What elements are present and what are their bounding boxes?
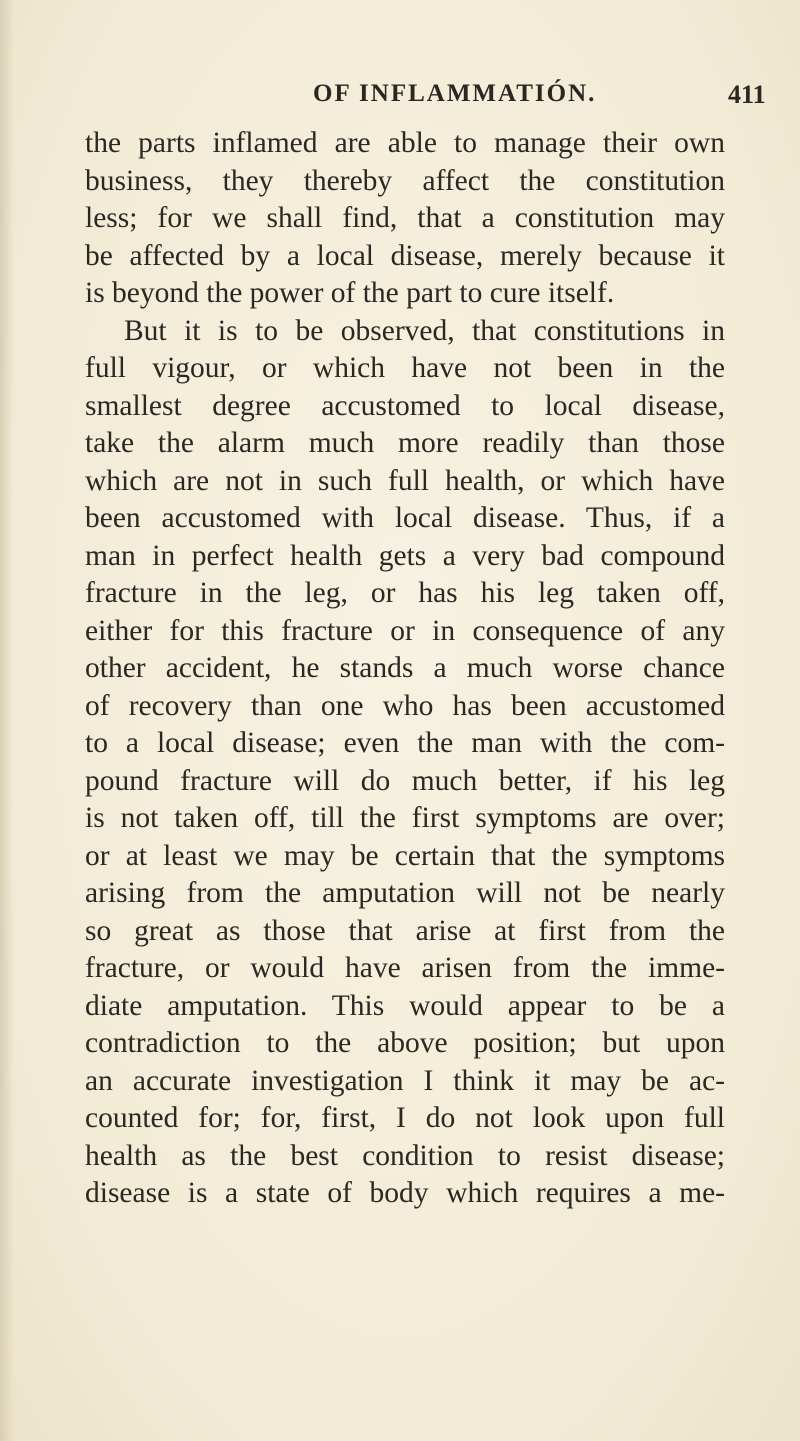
- page-header: [0, 80, 800, 120]
- text-line: But it is to be observed, that constitutions in: [124, 314, 725, 347]
- page-gutter-shadow: [0, 0, 14, 1441]
- text-line: so great as those that arise at first from the: [85, 914, 725, 947]
- text-line: arising from the amputation will not be nearly: [85, 877, 725, 909]
- text-line: disease is a state of body which requires a me-: [85, 1177, 725, 1209]
- text-line: contradiction to the above position; but upon: [85, 1027, 725, 1059]
- text-line: pound fracture will do much better, if his leg: [85, 764, 725, 797]
- text-line: smallest degree accustomed to local disease,: [85, 389, 725, 422]
- text-line: an accurate investigation I think it may be ac-: [85, 1064, 725, 1097]
- text-line: other accident, he stands a much worse chance: [85, 652, 725, 684]
- text-line: to a local disease; even the man with the com-: [85, 727, 725, 759]
- text-line: diate amputation. This would appear to be a: [85, 989, 725, 1022]
- text-line: been accustomed with local disease. Thus, if a: [85, 502, 725, 534]
- text-line: is beyond the power of the part to cure itself.: [85, 277, 615, 309]
- text-line: counted for; for, first, I do not look upon full: [85, 1102, 725, 1134]
- text-line: man in perfect health gets a very bad compound: [85, 539, 725, 572]
- text-line: fracture in the leg, or has his leg taken off,: [85, 577, 725, 609]
- running-title: OF INFLAMMATIÓN.: [313, 80, 597, 107]
- text-line: the parts inflamed are able to manage their own: [85, 127, 725, 159]
- text-line: is not taken off, till the first symptoms are over;: [85, 802, 725, 834]
- text-line: less; for we shall find, that a constitution may: [85, 202, 725, 234]
- text-line: or at least we may be certain that the symptoms: [85, 839, 725, 872]
- text-line: be affected by a local disease, merely because it: [85, 239, 725, 272]
- text-line: full vigour, or which have not been in the: [85, 352, 725, 384]
- text-line: which are not in such full health, or which have: [85, 464, 725, 497]
- body-text: [85, 125, 725, 1213]
- text-line: either for this fracture or in consequence of any: [85, 614, 725, 647]
- text-line: fracture, or would have arisen from the imme-: [85, 952, 725, 984]
- text-line: business, they thereby affect the constitution: [85, 164, 725, 197]
- text-line: health as the best condition to resist disease;: [85, 1139, 725, 1172]
- text-line: take the alarm much more readily than those: [85, 427, 725, 459]
- text-line: of recovery than one who has been accustomed: [85, 689, 725, 722]
- page-number: 411: [728, 80, 766, 109]
